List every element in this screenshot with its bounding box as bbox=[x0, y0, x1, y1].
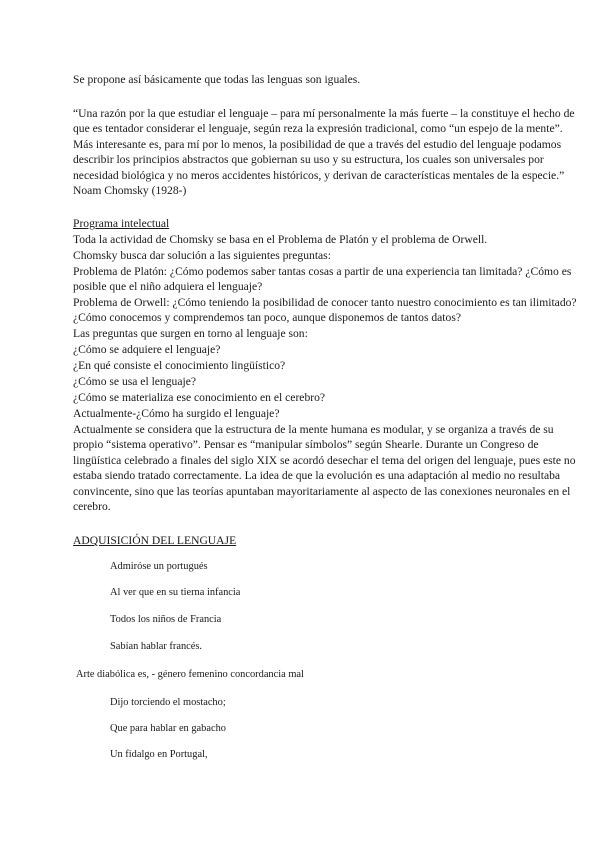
programa-line-2: Chomsky busca dar solución a las siguientes preguntas: bbox=[73, 249, 331, 262]
poem-line-5: Arte diabólica es, - género femenino concordancia mal bbox=[76, 669, 304, 680]
poem-line-1: Admiróse un portugués bbox=[110, 561, 208, 572]
poem-line-6: Dijo torciendo el mostacho; bbox=[110, 697, 226, 708]
actualmente-paragraph: Actualmente se considera que la estructura de la mente humana es modular, y se organiza a través de su propio “sistema operativo”. Pensar es “manipular símbolos” según Shearle. Durante un Congreso de lingüística celebrado a finales del siglo XIX se acordó desechar el tema del origen del lenguaje, pues este no estaba siendo tratado correctamente. La idea de que la evolución es una adaptación al medio no resultaba convincente, sino que las teorías apuntaban mayoritariamente al aspecto de las conexiones neuronales en el cerebro. bbox=[73, 423, 576, 514]
pregunta-1: ¿Cómo se adquiere el lenguaje? bbox=[73, 343, 221, 356]
pregunta-3: ¿Cómo se usa el lenguaje? bbox=[73, 375, 196, 388]
adquisicion-heading: ADQUISICIÓN DEL LENGUAJE bbox=[73, 534, 237, 547]
poem-line-7: Que para hablar en gabacho bbox=[110, 723, 226, 734]
chomsky-quote: “Una razón por la que estudiar el lenguaje – para mí personalmente la más fuerte – la constituye el hecho de que es tentador considerar el lenguaje, según reza la expresión tradicional, como “un espejo de la mente”. Más interesante es, para mí por lo menos, la posibilidad de que a través del estudio del lenguaje podamos describir los principios abstractos que gobiernan su uso y su estructura, los cuales son universales por necesidad biológica y no meros accidentes históricos, y derivan de características mentales de la especie.” Noam Chomsky (1928-) bbox=[73, 107, 575, 198]
intro-line: Se propone así básicamente que todas las lenguas son iguales. bbox=[73, 73, 361, 86]
pregunta-2: ¿En qué consiste el conocimiento lingüístico? bbox=[73, 359, 286, 372]
poem-line-3: Todos los niños de Francia bbox=[110, 614, 222, 625]
problema-platon: Problema de Platón: ¿Cómo podemos saber tantas cosas a partir de una experiencia tan limitada? ¿Cómo es posible que el niño adquiera el lenguaje? bbox=[73, 265, 572, 294]
problema-orwell: Problema de Orwell: ¿Cómo teniendo la posibilidad de conocer tanto nuestro conocimiento es tan ilimitado? ¿Cómo conocemos y comprendemos tan poco, aunque disponemos de tantos datos? bbox=[73, 296, 577, 325]
programa-line-1: Toda la actividad de Chomsky se basa en el Problema de Platón y el problema de Orwell. bbox=[73, 233, 488, 246]
programa-heading: Programa intelectual bbox=[73, 217, 170, 230]
pregunta-5: Actualmente-¿Cómo ha surgido el lenguaje? bbox=[73, 407, 280, 420]
preguntas-intro: Las preguntas que surgen en torno al lenguaje son: bbox=[73, 327, 308, 340]
poem-line-8: Un fidalgo en Portugal, bbox=[110, 749, 208, 760]
poem-line-2: Al ver que en su tierna infancia bbox=[110, 587, 241, 598]
poem-line-4: Sabían hablar francés. bbox=[110, 641, 203, 652]
pregunta-4: ¿Cómo se materializa ese conocimiento en el cerebro? bbox=[73, 391, 326, 404]
